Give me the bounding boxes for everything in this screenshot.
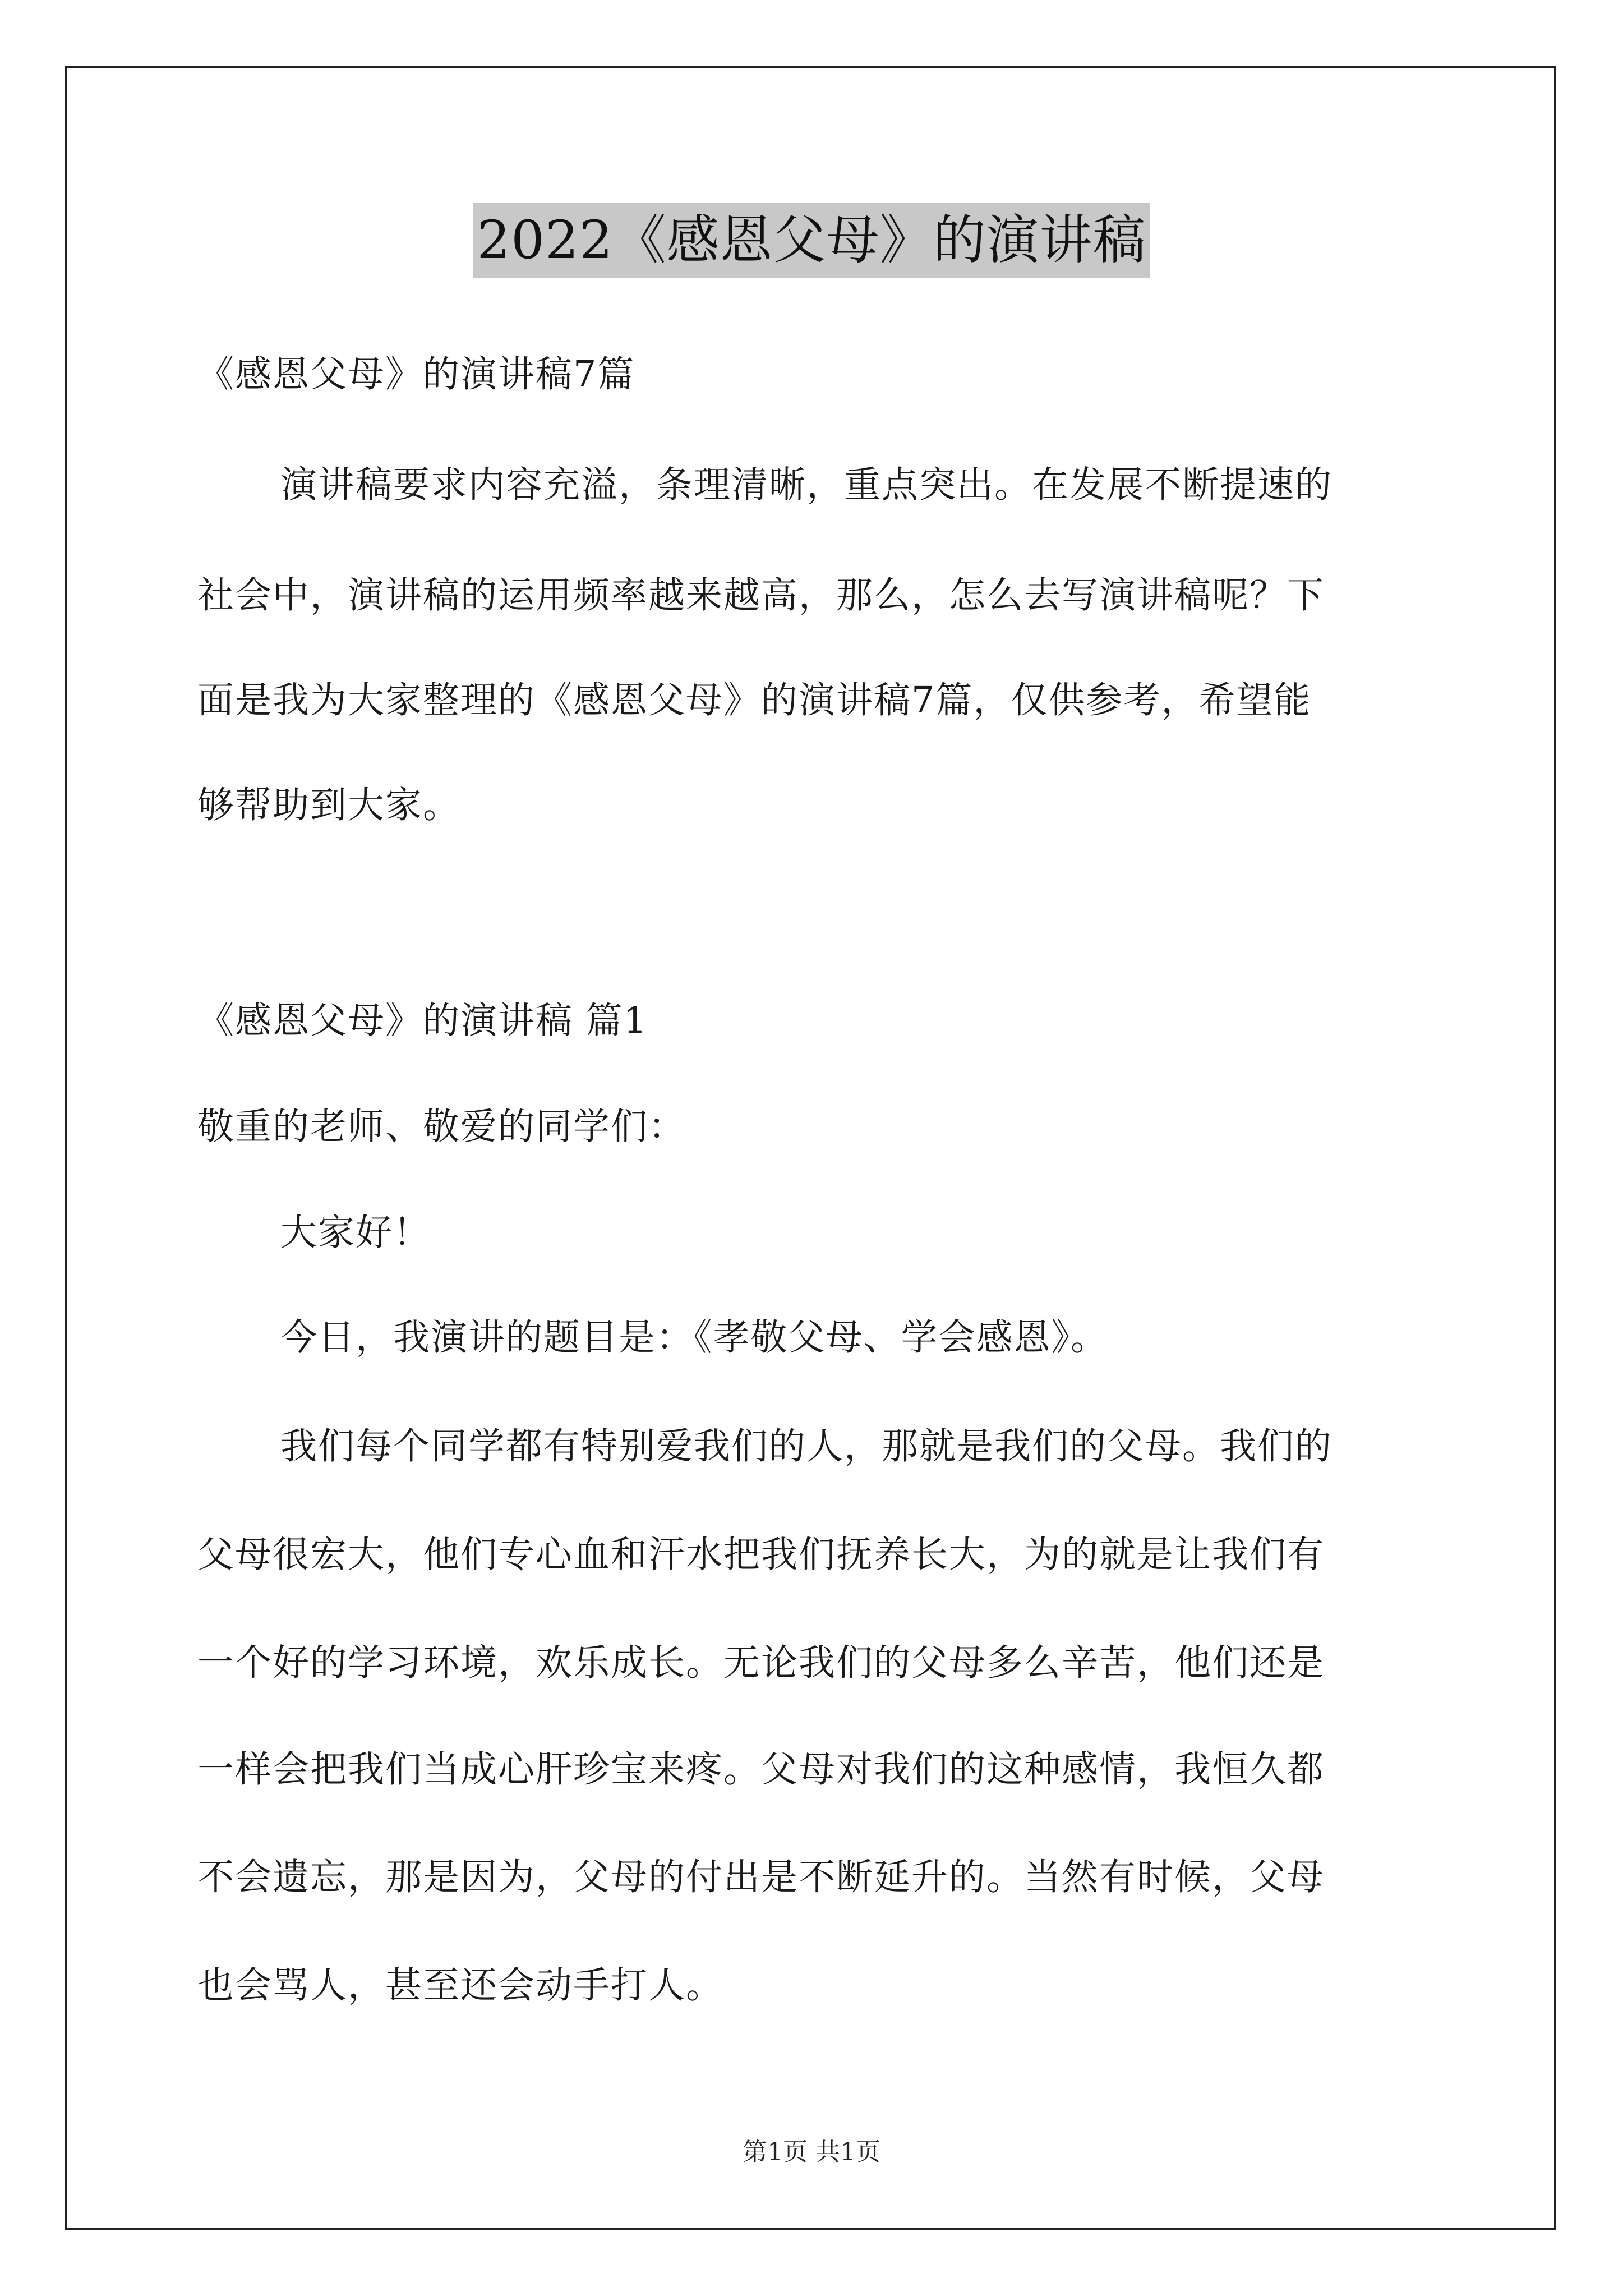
topic-line: 今日，我演讲的题目是：《孝敬父母、学会感恩》。 bbox=[280, 1317, 1109, 1359]
document-title: 2022《感恩父母》的演讲稿 bbox=[473, 203, 1149, 278]
body-line-3: 一个好的学习环境，欢乐成长。无论我们的父母多么辛苦，他们还是 bbox=[197, 1642, 1325, 1684]
intro-line-4: 够帮助到大家。 bbox=[197, 784, 461, 826]
salutation-line: 敬重的老师、敬爱的同学们： bbox=[197, 1106, 686, 1148]
body-line-5: 不会遗忘，那是因为，父母的付出是不断延升的。当然有时候，父母 bbox=[197, 1856, 1325, 1898]
body-line-4: 一样会把我们当成心肝珍宝来疼。父母对我们的这种感情，我恒久都 bbox=[197, 1749, 1325, 1791]
body-line-6: 也会骂人，甚至还会动手打人。 bbox=[197, 1964, 724, 2007]
section-heading: 《感恩父母》的演讲稿 篇1 bbox=[197, 1000, 648, 1042]
greeting-line: 大家好！ bbox=[280, 1212, 431, 1254]
intro-line-2: 社会中，演讲稿的运用频率越来越高，那么，怎么去写演讲稿呢？下 bbox=[197, 574, 1325, 616]
subtitle-line: 《感恩父母》的演讲稿7篇 bbox=[197, 353, 635, 395]
body-line-1: 我们每个同学都有特别爱我们的人，那就是我们的父母。我们的 bbox=[280, 1425, 1333, 1467]
page-footer: 第1页 共1页 bbox=[743, 2138, 880, 2166]
intro-line-3: 面是我为大家整理的《感恩父母》的演讲稿7篇，仅供参考，希望能 bbox=[197, 679, 1312, 721]
body-line-2: 父母很宏大，他们专心血和汗水把我们抚养长大，为的就是让我们有 bbox=[197, 1534, 1325, 1576]
title-container bbox=[0, 203, 1623, 278]
intro-line-1: 演讲稿要求内容充溢，条理清晰，重点突出。在发展不断提速的 bbox=[280, 464, 1333, 506]
